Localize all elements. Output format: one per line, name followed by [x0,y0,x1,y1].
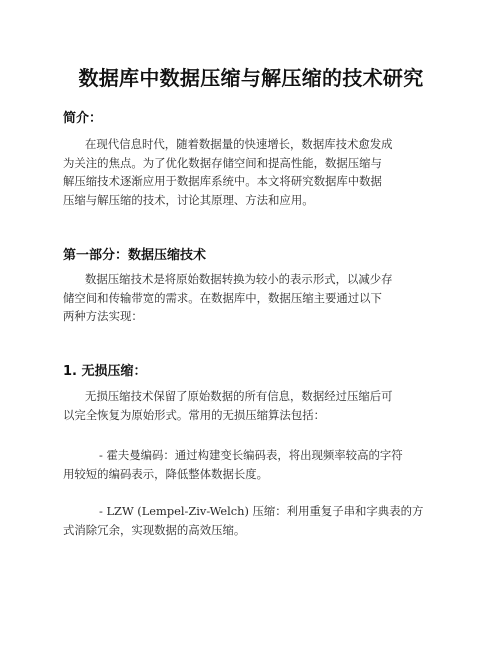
huffman-line-1: - 霍夫曼编码：通过构建变长编码表，将出现频率较高的字符 [99,448,403,462]
huffman-line-2: 用较短的编码表示，降低整体数据长度。 [63,466,269,481]
part1-paragraph [63,270,439,326]
lzw-line-2: 式消除冗余，实现数据的高效压缩。 [63,522,246,537]
document-title: 数据库中数据压缩与解压缩的技术研究 [78,66,424,90]
intro-line-3: 解压缩技术逐渐应用于数据库系统中。本文将研究数据库中数据 [63,174,382,189]
lzw-item [63,502,439,539]
part1-line-1: 数据压缩技术是将原始数据转换为较小的表示形式，以减少存 [85,272,393,286]
lzw-line-1: - LZW (Lempel-Ziv-Welch) 压缩：利用重复子串和字典表的方 [99,504,424,518]
intro-line-2: 为关注的焦点。为了优化数据存储空间和提高性能，数据压缩与 [63,155,382,170]
lossless-line-1: 无损压缩技术保留了原始数据的所有信息，数据经过压缩后可 [85,389,393,403]
lossless-paragraph [63,387,439,424]
intro-paragraph [63,135,439,210]
lossless-heading: 1. 无损压缩： [63,364,147,379]
intro-line-1: 在现代信息时代，随着数据量的快速增长，数据库技术愈发成 [85,137,393,151]
part1-line-3: 两种方法实现： [63,309,143,324]
lossless-line-2: 以完全恢复为原始形式。常用的无损压缩算法包括： [63,407,325,422]
intro-line-4: 压缩与解压缩的技术，讨论其原理、方法和应用。 [63,193,314,208]
intro-heading: 简介： [63,111,103,126]
part1-heading: 第一部分：数据压缩技术 [63,248,207,263]
huffman-item [63,446,439,483]
part1-line-2: 储空间和传输带宽的需求。在数据库中，数据压缩主要通过以下 [63,290,382,305]
